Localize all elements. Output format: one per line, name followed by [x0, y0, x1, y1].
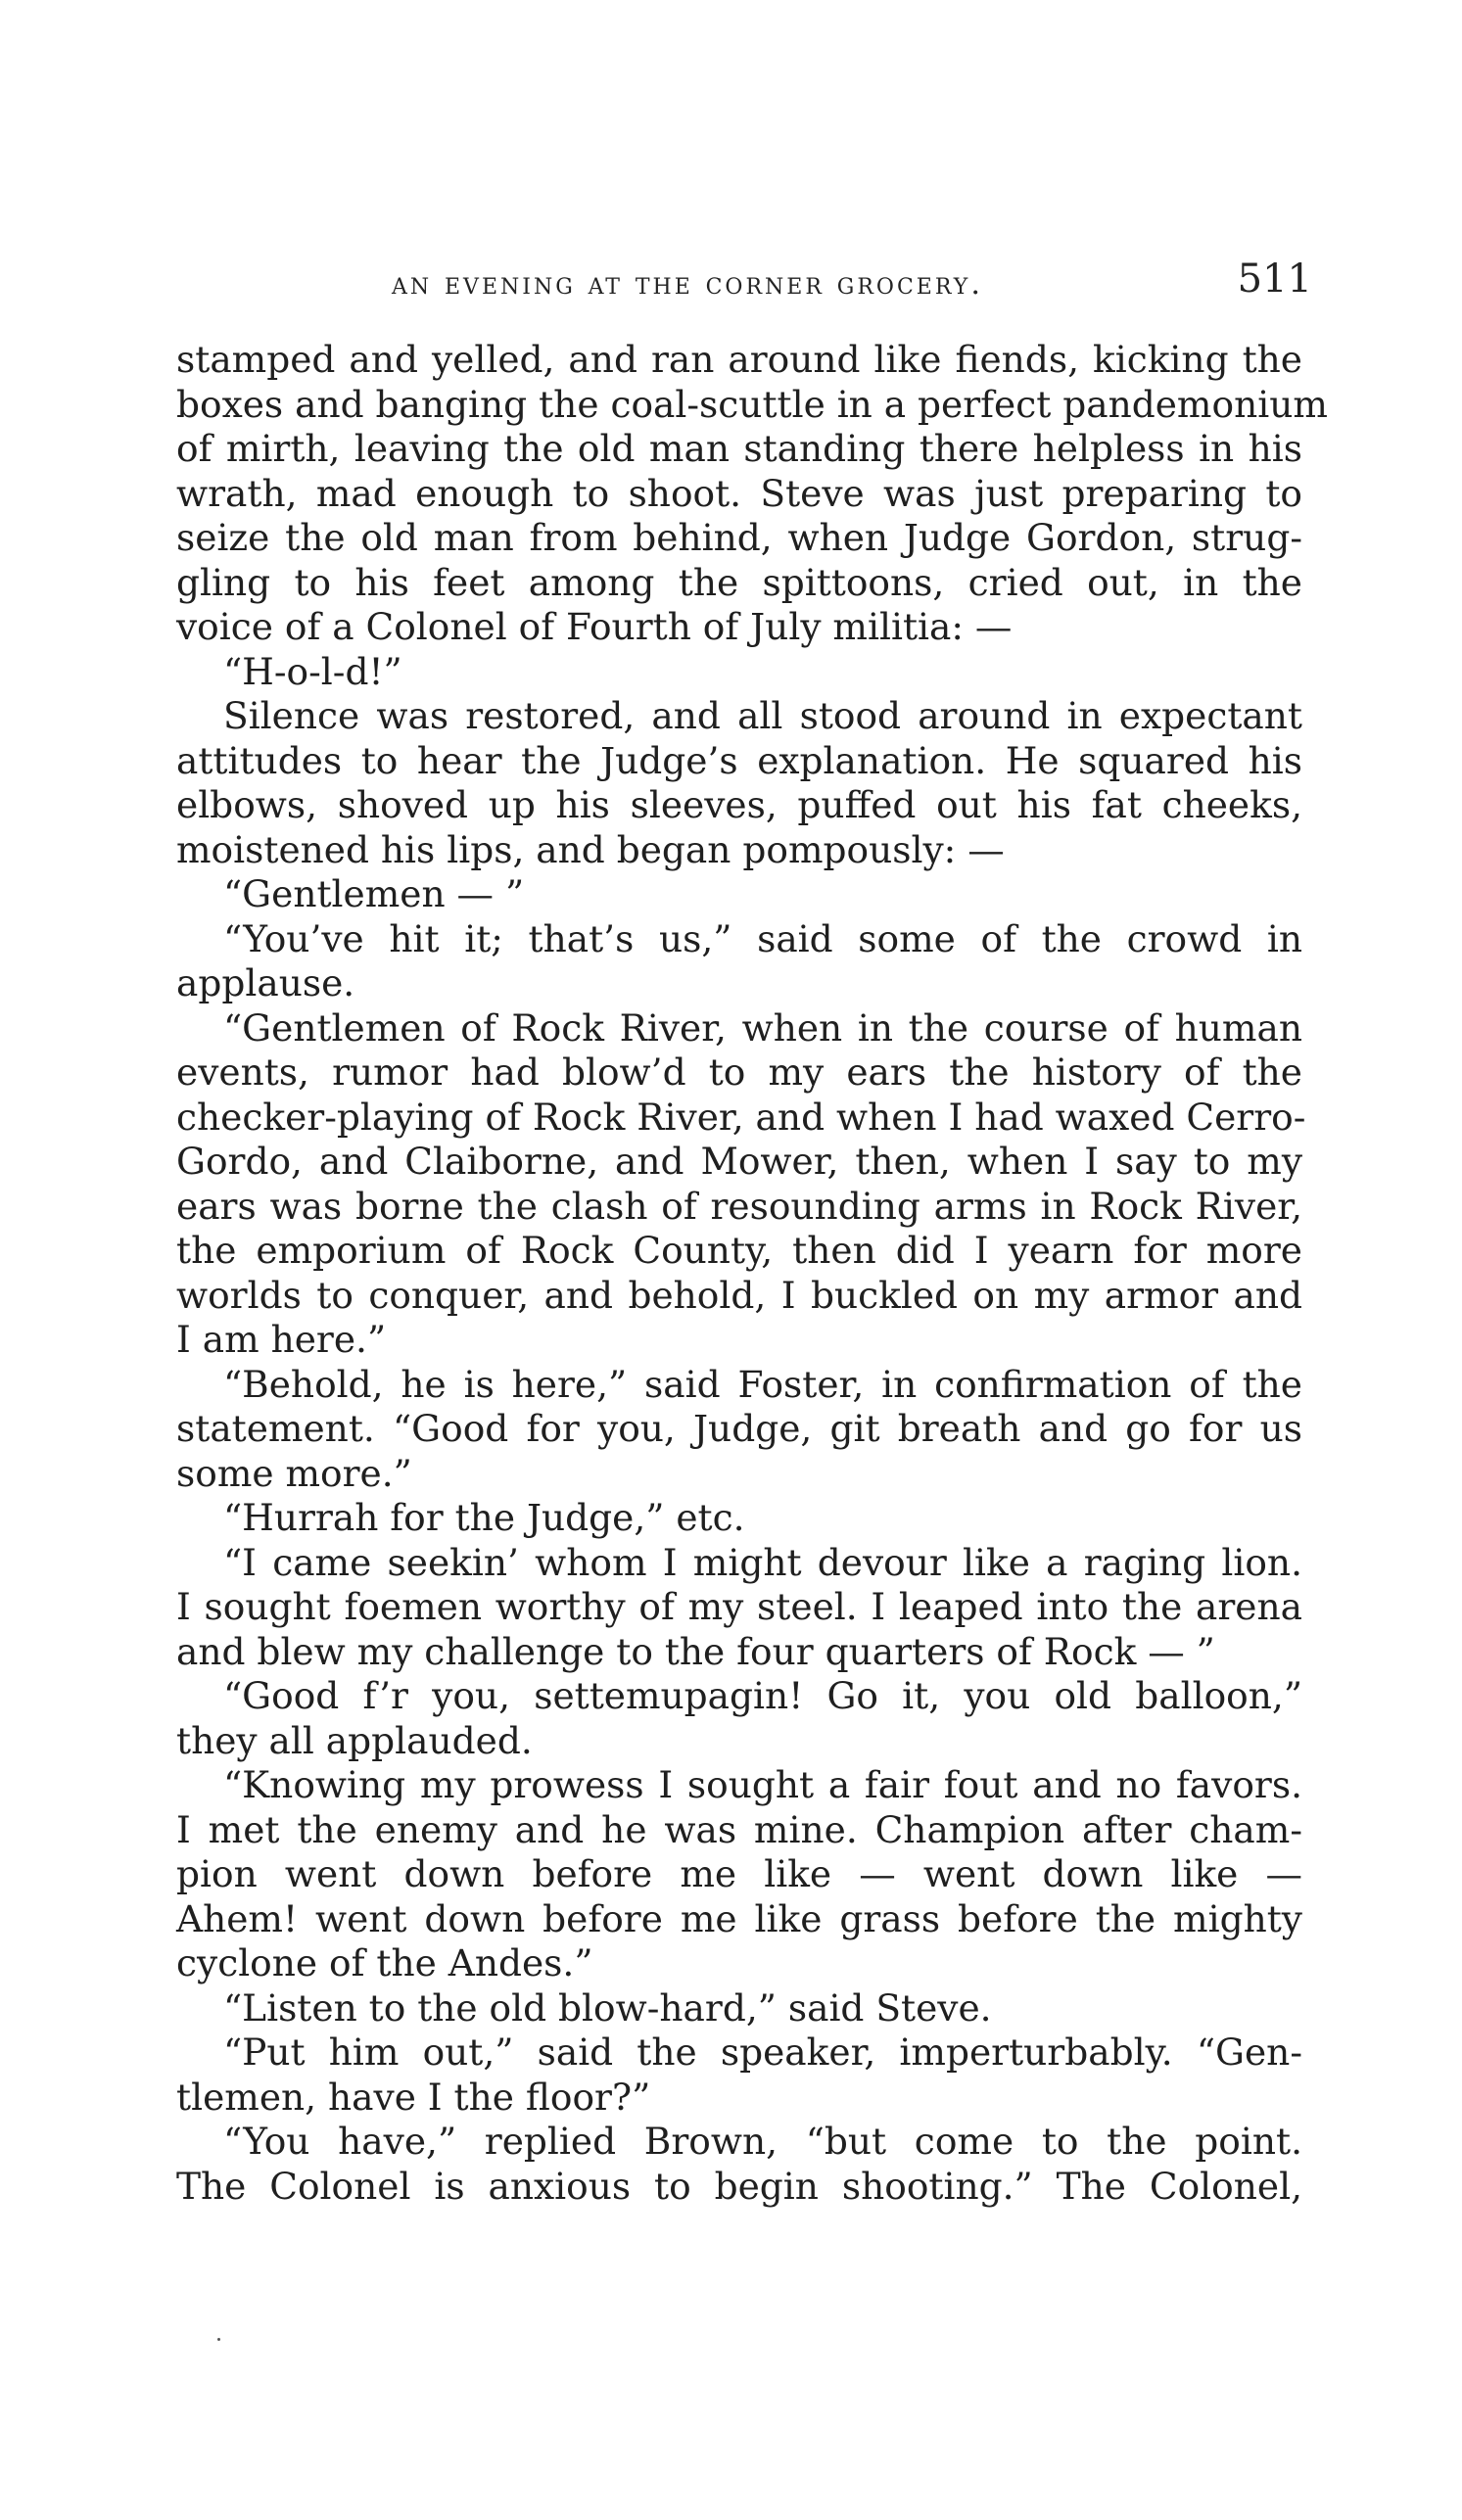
text-line: ears was borne the clash of resounding arms in Rock River,	[176, 1184, 1302, 1228]
text-line: Silence was restored, and all stood around in expectant	[223, 694, 1302, 737]
running-head	[176, 257, 1312, 315]
text-line: I met the enemy and he was mine. Champion after cham-	[176, 1807, 1302, 1851]
text-line: “I came seekin’ whom I might devour like a raging lion.	[223, 1540, 1302, 1584]
text-line: worlds to conquer, and behold, I buckled on my armor and	[176, 1273, 1302, 1317]
text-line: The Colonel is anxious to begin shooting.” The Colonel,	[176, 2164, 1302, 2208]
text-line: “H-o-l-d!”	[223, 649, 402, 693]
text-line: Ahem! went down before me like grass before the mighty	[176, 1896, 1302, 1940]
body-text	[176, 338, 1328, 2209]
text-line: gling to his feet among the spittoons, cried out, in the	[176, 560, 1302, 604]
text-line: “You have,” replied Brown, “but come to the point.	[223, 2120, 1302, 2163]
text-line: “Good f’r you, settemupagin! Go it, you old balloon,”	[223, 1674, 1302, 1717]
text-line: moistened his lips, and began pompously: —	[176, 827, 1005, 871]
text-line: pion went down before me like — went down like —	[176, 1852, 1302, 1895]
text-line: voice of a Colonel of Fourth of July militia: —	[176, 605, 1013, 648]
text-line: Gordo, and Claiborne, and Mower, then, when I say to my	[176, 1140, 1302, 1183]
text-line: “Gentlemen of Rock River, when in the course of human	[223, 1005, 1302, 1050]
text-line: they all applauded.	[176, 1718, 533, 1762]
text-line: the emporium of Rock County, then did I yearn for more	[176, 1229, 1302, 1272]
running-title: an evening at the corner grocery.	[392, 266, 984, 302]
page-number: 511	[1237, 257, 1312, 302]
text-line: elbows, shoved up his sleeves, puffed out his fat cheeks,	[176, 783, 1302, 826]
text-line: “Listen to the old blow-hard,” said Steve.	[223, 1985, 992, 2030]
text-line: tlemen, have I the floor?”	[176, 2075, 651, 2119]
text-line: “Hurrah for the Judge,” etc.	[223, 1496, 745, 1539]
text-line: boxes and banging the coal-scuttle in a perfect pandemonium	[176, 382, 1328, 426]
text-line: “Behold, he is here,” said Foster, in confirmation of the	[223, 1362, 1302, 1406]
text-line: “Put him out,” said the speaker, imperturbably. “Gen-	[223, 2030, 1302, 2074]
text-line: cyclone of the Andes.”	[176, 1941, 593, 1984]
text-line: “Gentlemen — ”	[223, 872, 525, 915]
text-line: wrath, mad enough to shoot. Steve was just preparing to	[176, 471, 1302, 515]
text-line: of mirth, leaving the old man standing there helpless in his	[176, 427, 1302, 470]
text-line: applause.	[176, 961, 355, 1004]
text-line: seize the old man from behind, when Judge Gordon, strug-	[176, 516, 1302, 559]
text-line: events, rumor had blow’d to my ears the history of the	[176, 1050, 1302, 1094]
paper-speck	[217, 2338, 220, 2341]
text-line: I am here.”	[176, 1318, 387, 1361]
text-line: statement. “Good for you, Judge, git breath and go for us	[176, 1407, 1302, 1450]
text-line: “Knowing my prowess I sought a fair fout and no favors.	[223, 1763, 1302, 1806]
text-line: some more.”	[176, 1451, 412, 1495]
text-line: stamped and yelled, and ran around like fiends, kicking the	[176, 338, 1302, 381]
text-line: I sought foemen worthy of my steel. I leaped into the arena	[176, 1585, 1302, 1628]
text-line: “You’ve hit it; that’s us,” said some of the crowd in	[223, 916, 1302, 960]
text-line: and blew my challenge to the four quarters of Rock — ”	[176, 1629, 1215, 1673]
text-line: attitudes to hear the Judge’s explanation. He squared his	[176, 738, 1302, 782]
text-line: checker-playing of Rock River, and when I had waxed Cerro-	[176, 1095, 1306, 1139]
